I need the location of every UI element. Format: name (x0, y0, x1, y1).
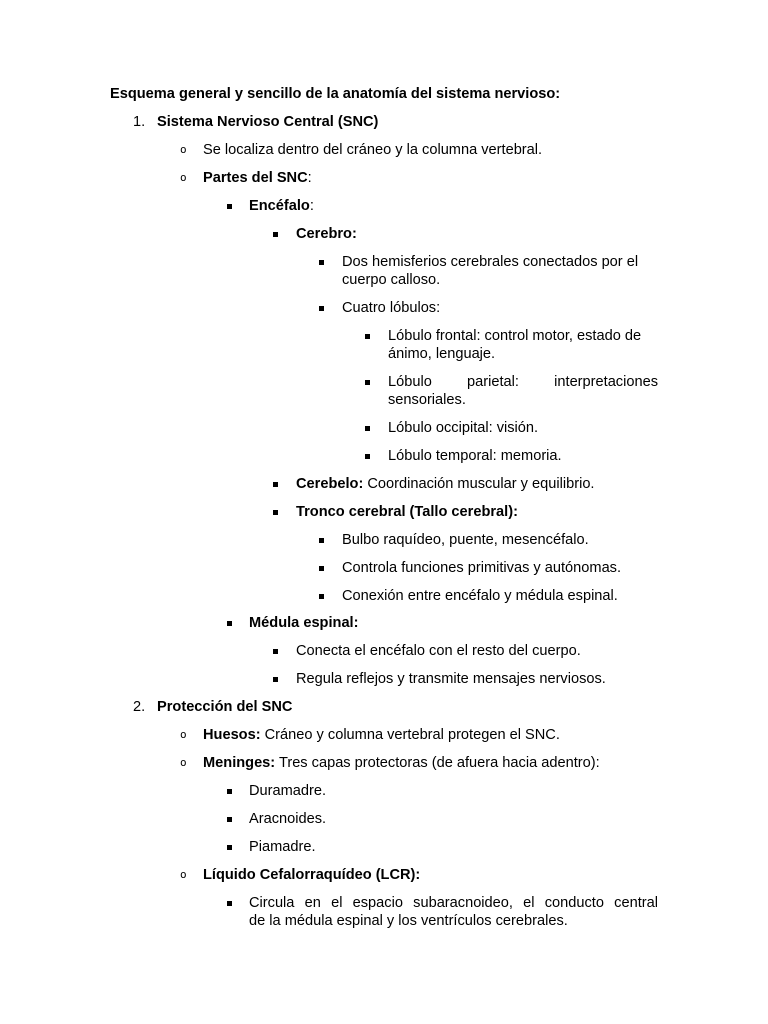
list-item-medula (249, 614, 358, 632)
list-item: Regula reflejos y transmite mensajes nerviosos. (296, 671, 606, 687)
square-bullet-icon (319, 559, 324, 571)
section-number: 2. (133, 699, 146, 715)
circle-bullet-icon: o (180, 868, 187, 881)
circle-bullet-icon: o (180, 756, 187, 769)
section-heading-proteccion (157, 698, 292, 716)
section-heading-text: Sistema Nervioso Central (SNC) (157, 114, 379, 130)
list-item: Conexión entre encéfalo y médula espinal. (342, 588, 618, 604)
cerebelo-heading: Cerebelo: (296, 476, 364, 492)
list-item: Piamadre. (249, 839, 316, 855)
list-item: Se localiza dentro del cráneo y la columna vertebral. (203, 142, 543, 158)
meninges-heading: Meninges: (203, 755, 276, 771)
list-item-parts (203, 169, 312, 187)
cerebelo-text: Coordinación muscular y equilibrio. (363, 476, 595, 492)
square-bullet-icon (273, 475, 278, 487)
list-item-cerebelo (296, 475, 595, 493)
circle-bullet-icon: o (180, 728, 187, 741)
list-item: Duramadre. (249, 783, 327, 799)
list-item: Aracnoides. (249, 811, 327, 827)
list-item: Lóbulo occipital: visión. (388, 420, 539, 436)
medula-heading: Médula espinal: (249, 615, 359, 631)
document-title (110, 85, 560, 103)
encefalo-colon: : (309, 198, 314, 214)
huesos-heading: Huesos: (203, 727, 261, 743)
lcr-heading: Líquido Cefalorraquídeo (LCR): (203, 867, 421, 883)
cerebro-heading: Cerebro: (296, 226, 357, 242)
list-item-meninges (203, 754, 600, 772)
list-item: Lóbulo temporal: memoria. (388, 448, 562, 464)
square-bullet-icon (227, 197, 232, 209)
square-bullet-icon (227, 614, 232, 626)
square-bullet-icon (227, 838, 232, 850)
circle-bullet-icon: o (180, 171, 187, 184)
list-item-continuation: de la médula espinal y los ventrículos cerebrales. (249, 913, 568, 929)
circle-bullet-icon: o (180, 143, 187, 156)
square-bullet-icon (365, 373, 370, 385)
parietal-word: parietal: (467, 374, 519, 390)
meninges-text: Tres capas protectoras (de afuera hacia adentro): (275, 755, 600, 771)
parietal-word: interpretaciones (554, 374, 658, 390)
square-bullet-icon (273, 225, 278, 237)
encefalo-heading: Encéfalo (249, 198, 310, 214)
square-bullet-icon (319, 531, 324, 543)
section-number: 1. (133, 114, 146, 130)
list-item: Cuatro lóbulos: (342, 300, 441, 316)
list-item-huesos (203, 726, 560, 744)
square-bullet-icon (319, 587, 324, 599)
square-bullet-icon (319, 253, 324, 265)
square-bullet-icon (365, 447, 370, 459)
title-text: Esquema general y sencillo de la anatomía del sistema nervioso: (110, 86, 561, 102)
list-item: Circula en el espacio subaracnoideo, el conducto central (249, 895, 658, 911)
list-item-continuation: cuerpo calloso. (342, 272, 441, 288)
square-bullet-icon (365, 419, 370, 431)
list-item: Dos hemisferios cerebrales conectados por el (342, 254, 639, 270)
list-item-lcr (203, 866, 420, 884)
parts-heading: Partes del SNC (203, 170, 308, 186)
list-item: Controla funciones primitivas y autónomas. (342, 560, 622, 576)
square-bullet-icon (227, 782, 232, 794)
section-heading-snc (157, 113, 378, 131)
parietal-word: Lóbulo (388, 374, 432, 390)
tronco-heading: Tronco cerebral (Tallo cerebral): (296, 504, 518, 520)
square-bullet-icon (227, 810, 232, 822)
square-bullet-icon (273, 503, 278, 515)
square-bullet-icon (319, 299, 324, 311)
square-bullet-icon (273, 670, 278, 682)
section-heading-text: Protección del SNC (157, 699, 293, 715)
list-item: Lóbulo frontal: control motor, estado de (388, 328, 642, 344)
list-item-tronco (296, 503, 518, 521)
list-item-continuation: ánimo, lenguaje. (388, 346, 496, 362)
list-item (388, 373, 658, 391)
parts-colon: : (307, 170, 312, 186)
list-item: Conecta el encéfalo con el resto del cuerpo. (296, 643, 581, 659)
huesos-text: Cráneo y columna vertebral protegen el SNC. (260, 727, 560, 743)
list-item-encefalo (249, 197, 314, 215)
list-item: Bulbo raquídeo, puente, mesencéfalo. (342, 532, 589, 548)
list-item-cerebro (296, 225, 357, 243)
square-bullet-icon (365, 327, 370, 339)
square-bullet-icon (227, 894, 232, 906)
list-item-continuation: sensoriales. (388, 392, 466, 408)
square-bullet-icon (273, 642, 278, 654)
